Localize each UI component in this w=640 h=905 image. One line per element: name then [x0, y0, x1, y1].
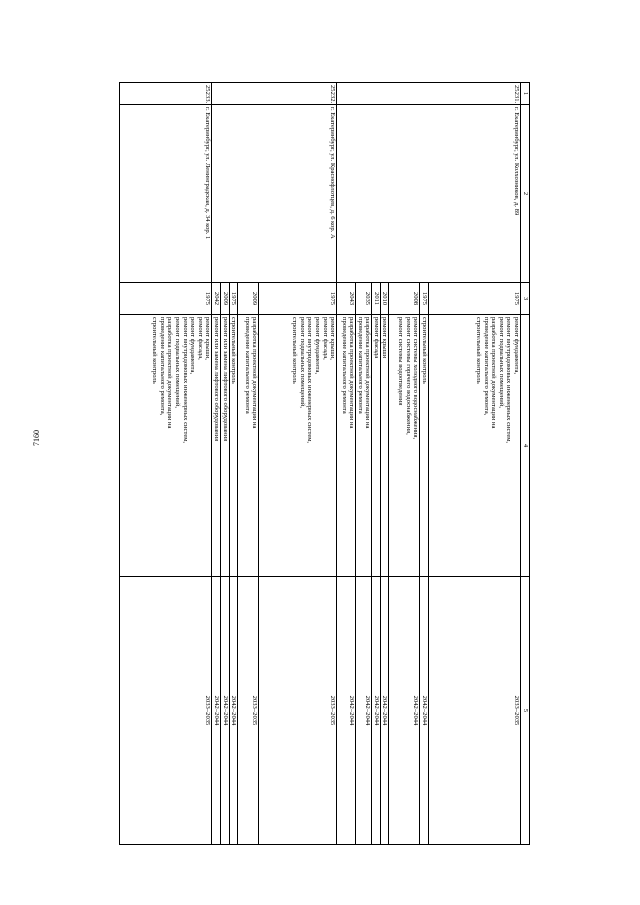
cell-period: 2033–2035 — [259, 577, 337, 845]
capital-repair-table — [119, 82, 530, 845]
cell-work-types: строительный контроль — [420, 315, 429, 577]
header-col-3: 3 — [521, 283, 530, 315]
cell-period: 2042–2044 — [389, 577, 420, 845]
cell-work-types: ремонт крыши, ремонт фасада, ремонт фундамента, ремонт внутридомовых инженерных систем, ремонт подвальных помещений, разработка проектной документации на проведение капитального ремонта, строительный контроль — [120, 315, 212, 577]
cell-work-types: разработка проектной документации на проведение капитального ремонта — [238, 315, 259, 577]
cell-work-types: ремонт системы холодного водоснабжения, ремонт системы горячего водоснабжения, ремонт системы водоотведения — [389, 315, 420, 577]
cell-number: 25233. — [120, 83, 212, 105]
cell-period: 2042–2044 — [212, 577, 221, 845]
capital-repair-table-container — [86, 82, 530, 844]
cell-year: 1975 — [429, 283, 521, 315]
cell-year: 2009 — [238, 283, 259, 315]
cell-work-types: строительный контроль — [229, 315, 238, 577]
cell-year: 2042 — [212, 283, 221, 315]
table-row — [429, 83, 521, 845]
header-col-5: 5 — [521, 577, 530, 845]
cell-year: 2011 — [372, 283, 381, 315]
cell-year: 2035 — [356, 283, 372, 315]
cell-period: 2042–2044 — [380, 577, 389, 845]
cell-period: 2042–2044 — [356, 577, 372, 845]
table-row — [120, 83, 212, 845]
cell-year: 2008 — [389, 283, 420, 315]
header-col-2: 2 — [521, 105, 530, 283]
cell-year: 2043 — [337, 283, 356, 315]
table-row — [259, 83, 337, 845]
cell-work-types: разработка проектной документации на проведение капитального ремонта — [356, 315, 372, 577]
cell-year: 1975 — [229, 283, 238, 315]
cell-period: 2033–2035 — [120, 577, 212, 845]
cell-work-types: ремонт крыши, ремонт фасада, ремонт фундамента, ремонт внутридомовых инженерных систем, ремонт подвальных помещений, строительный контроль — [259, 315, 337, 577]
cell-address: г. Екатеринбург, ул. Краснофлотцев, д. 6 кор. А — [212, 105, 337, 283]
cell-period: 2042–2044 — [372, 577, 381, 845]
cell-work-types: ремонт фасада — [372, 315, 381, 577]
cell-work-types: ремонт или замена лифтового оборудования — [212, 315, 221, 577]
header-col-4: 4 — [521, 315, 530, 577]
cell-year: 1975 — [120, 283, 212, 315]
cell-address: г. Екатеринбург, ул. Колхозников, д. 89 — [337, 105, 521, 283]
cell-year: 1975 — [420, 283, 429, 315]
cell-period: 2042–2044 — [420, 577, 429, 845]
cell-period: 2042–2044 — [229, 577, 238, 845]
cell-number: 25232. — [212, 83, 337, 105]
cell-work-types: ремонт крыши — [380, 315, 389, 577]
cell-work-types: ремонт фундамента, ремонт внутридомовых инженерных систем, ремонт подвальных помещений, разработка проектной документации на проведение капитального ремонта, строительный контроль — [429, 315, 521, 577]
page-number: 7160 — [32, 430, 41, 446]
cell-work-types: ремонт или замена лифтового оборудования — [220, 315, 229, 577]
cell-period: 2033–2035 — [429, 577, 521, 845]
header-col-1: 1 — [521, 83, 530, 105]
cell-year: 2009 — [220, 283, 229, 315]
cell-period: 2042–2044 — [337, 577, 356, 845]
cell-address: г. Екатеринбург, ул. Ленинградская, д. 34 кор. 1 — [120, 105, 212, 283]
cell-period: 2033–2035 — [238, 577, 259, 845]
cell-number: 25231. — [337, 83, 521, 105]
cell-work-types: разработка проектной документации на проведение капитального ремонта — [337, 315, 356, 577]
header-row — [521, 83, 530, 845]
cell-year: 1975 — [259, 283, 337, 315]
cell-period: 2042–2044 — [220, 577, 229, 845]
cell-year: 2010 — [380, 283, 389, 315]
table-body — [120, 83, 521, 845]
